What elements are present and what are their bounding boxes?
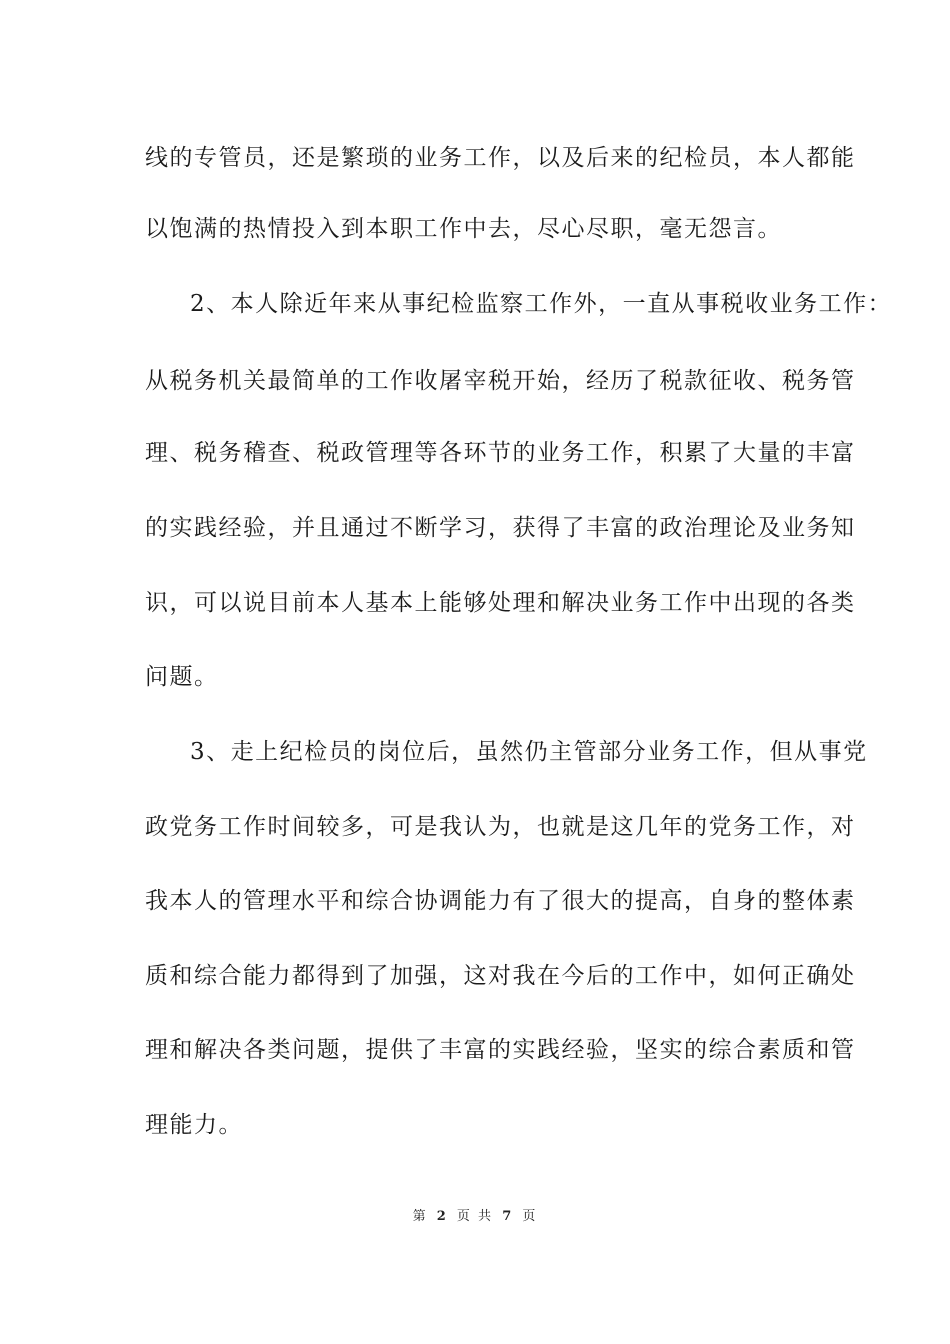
text-line-6: 的实践经验，并且通过不断学习，获得了丰富的政治理论及业务知 [145, 515, 856, 541]
text-line-8: 问题。 [145, 664, 219, 690]
page-footer [0, 1208, 950, 1226]
text-line-5: 理、税务稽查、税政管理等各环节的业务工作，积累了大量的丰富 [145, 440, 856, 466]
footer-prefix: 第 [412, 1209, 428, 1224]
text-line-7: 识，可以说目前本人基本上能够处理和解决业务工作中出现的各类 [145, 590, 856, 616]
footer-suffix: 页 [522, 1209, 538, 1224]
text-line-12: 质和综合能力都得到了加强，这对我在今后的工作中，如何正确处 [145, 963, 856, 989]
text-line-13: 理和解决各类问题，提供了丰富的实践经验，坚实的综合素质和管 [145, 1037, 856, 1063]
text-line-11: 我本人的管理水平和综合协调能力有了很大的提高，自身的整体素 [145, 888, 856, 914]
text-line-1: 线的专管员，还是繁琐的业务工作，以及后来的纪检员，本人都能 [145, 145, 856, 171]
footer-middle: 页 共 [456, 1209, 494, 1224]
current-page-number: 2 [436, 1209, 448, 1224]
text-line-4: 从税务机关最简单的工作收屠宰税开始，经历了税款征收、税务管 [145, 368, 856, 394]
text-line-14: 理能力。 [145, 1112, 243, 1138]
total-page-count: 7 [502, 1209, 514, 1224]
text-line-10: 政党务工作时间较多，可是我认为，也就是这几年的党务工作，对 [145, 814, 856, 840]
text-line-2: 以饱满的热情投入到本职工作中去，尽心尽职，毫无怨言。 [145, 216, 782, 242]
paragraph-2-start: 2、本人除近年来从事纪检监察工作外，一直从事税收业务工作： [190, 291, 893, 317]
paragraph-3-start: 3、走上纪检员的岗位后，虽然仍主管部分业务工作，但从事党 [190, 739, 868, 765]
